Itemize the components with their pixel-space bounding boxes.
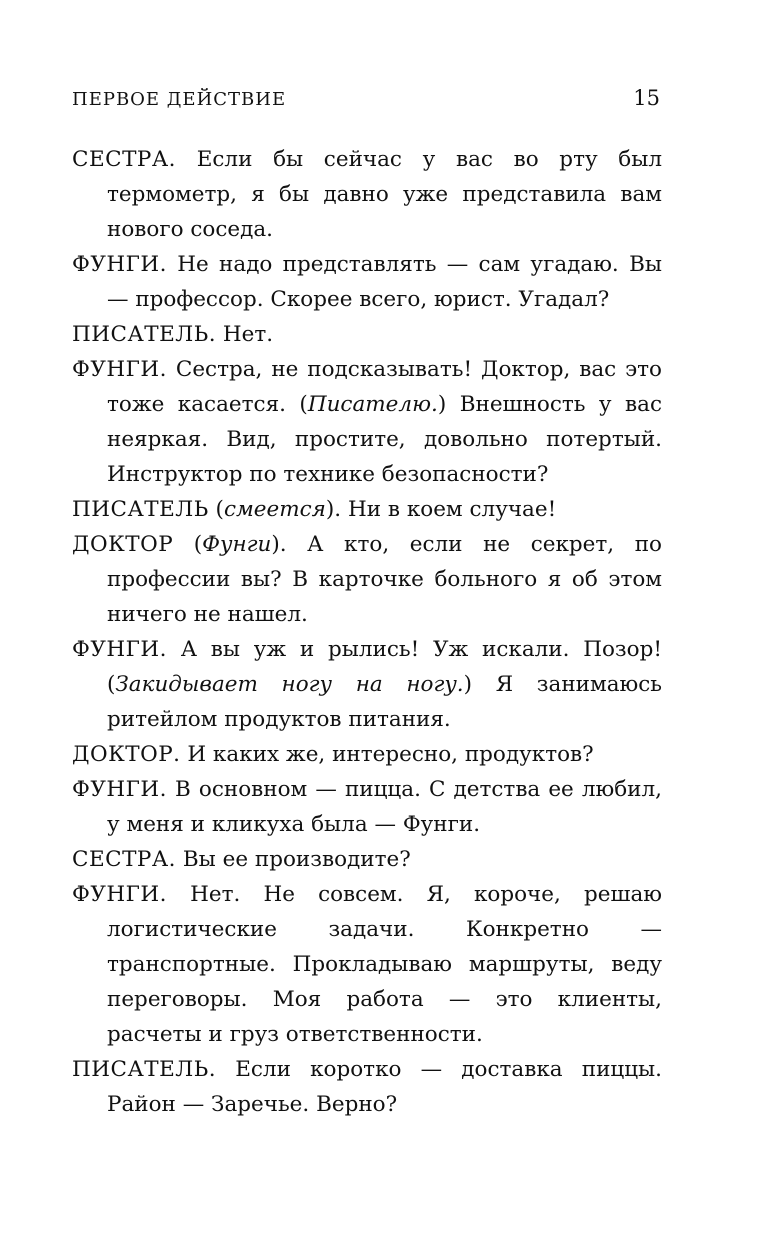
speaker-name: ПИСАТЕЛЬ.	[72, 1057, 217, 1082]
line-text: А вы уж и рылись! Уж искали. Позор! (	[107, 637, 662, 697]
stage-direction: смеется	[223, 497, 326, 522]
speaker-name: ФУНГИ.	[72, 637, 167, 662]
line-text: (	[208, 497, 224, 522]
dialogue-line	[72, 492, 662, 527]
line-text: ). Ни в коем случае!	[325, 497, 557, 522]
dialogue-line	[72, 352, 662, 492]
line-text: Нет. Не совсем. Я, короче, решаю логистические задачи. Конкретно — транспортные. Прокладываю маршруты, веду переговоры. Моя работа — это клиенты, расчеты и груз ответственности.	[107, 882, 662, 1047]
speaker-name: ДОКТОР	[72, 532, 174, 557]
dialogue-line	[72, 632, 662, 737]
speaker-name: ДОКТОР.	[72, 742, 181, 767]
dialogue-line	[72, 772, 662, 842]
line-text: Сестра, не подсказывать! Доктор, вас это тоже касается. (	[107, 357, 662, 417]
page-number: 15	[633, 86, 660, 110]
speaker-name: СЕСТРА.	[72, 147, 177, 172]
dialogue-line	[72, 842, 662, 877]
stage-direction: Писателю.	[307, 392, 438, 417]
dialogue-line	[72, 1052, 662, 1122]
speaker-name: ФУНГИ.	[72, 252, 167, 277]
line-text: (	[173, 532, 203, 557]
line-text: Если коротко — доставка пиццы. Район — Заречье. Верно?	[107, 1057, 662, 1117]
speaker-name: ФУНГИ.	[72, 777, 167, 802]
dialogue-line	[72, 527, 662, 632]
speaker-name: ФУНГИ.	[72, 357, 167, 382]
speaker-name: ПИСАТЕЛЬ	[72, 497, 209, 522]
play-text	[72, 142, 662, 1122]
dialogue-line	[72, 142, 662, 247]
running-head: ПЕРВОЕ ДЕЙСТВИЕ	[72, 89, 287, 110]
stage-direction: Закидывает ногу на ногу.	[115, 672, 464, 697]
line-text: И каких же, интересно, продуктов?	[180, 742, 594, 767]
line-text: ). А кто, если не секрет, по профессии вы? В карточке больного я об этом ничего не нашел.	[107, 532, 662, 627]
line-text: Нет.	[216, 322, 274, 347]
line-text: ) Внешность у вас неяркая. Вид, простите, довольно потертый. Инструктор по технике безопасности?	[107, 392, 662, 487]
dialogue-line	[72, 877, 662, 1052]
stage-direction: Фунги	[202, 532, 272, 557]
speaker-name: СЕСТРА.	[72, 847, 177, 872]
speaker-name: ФУНГИ.	[72, 882, 167, 907]
line-text: ) Я занимаюсь ритейлом продуктов питания.	[107, 672, 662, 732]
line-text: Если бы сейчас у вас во рту был термометр, я бы давно уже представила вам нового соседа.	[107, 147, 662, 242]
speaker-name: ПИСАТЕЛЬ.	[72, 322, 217, 347]
dialogue-line	[72, 737, 662, 772]
line-text: Не надо представлять — сам угадаю. Вы — профессор. Скорее всего, юрист. Угадал?	[107, 252, 662, 312]
line-text: Вы ее производите?	[176, 847, 411, 872]
line-text: В основном — пицца. С детства ее любил, у меня и кликуха была — Фунги.	[107, 777, 662, 837]
dialogue-line	[72, 247, 662, 317]
dialogue-line	[72, 317, 662, 352]
page-header	[72, 86, 660, 116]
